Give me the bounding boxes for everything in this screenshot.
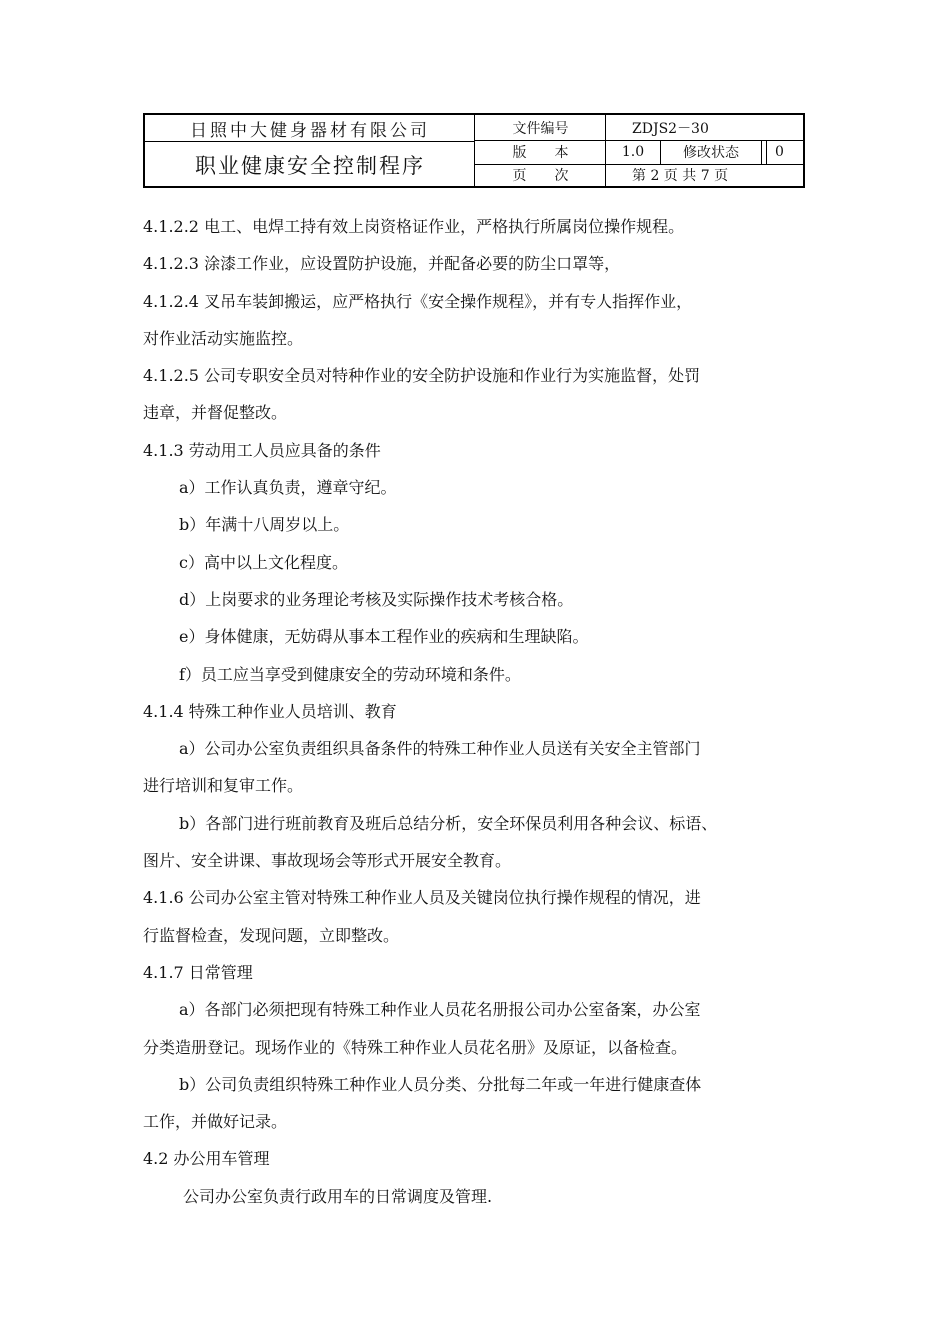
- section-heading: 4.1.7 日常管理: [143, 962, 253, 982]
- company-name: 日照中大健身器材有限公司: [190, 121, 430, 141]
- file-number-value: ZDJS2－30: [632, 120, 709, 137]
- paragraph-line: 进行培训和复审工作。: [143, 776, 304, 796]
- version-value: 1.0: [621, 144, 645, 160]
- paragraph-line: 分类造册登记。现场作业的《特殊工种作业人员花名册》及原证，以备检查。: [143, 1037, 688, 1057]
- paragraph-line: 行监督检查，发现问题，立即整改。: [143, 925, 400, 945]
- list-item: b）公司负责组织特殊工种作业人员分类、分批每二年或一年进行健康查体: [179, 1074, 702, 1094]
- paragraph-line: 4.1.2.4 叉吊车装卸搬运，应严格执行《安全操作规程》，并有专人指挥作业，: [143, 291, 693, 311]
- paragraph-line: 4.1.2.2 电工、电焊工持有效上岗资格证作业，严格执行所属岗位操作规程。: [143, 217, 685, 236]
- header-divider: [761, 140, 762, 164]
- section-heading: 4.2 办公用车管理: [143, 1149, 270, 1169]
- document-header-table: [143, 113, 805, 188]
- list-item: a）公司办公室负责组织具备条件的特殊工种作业人员送有关安全主管部门: [179, 739, 701, 759]
- list-item: e）身体健康，无妨碍从事本工程作业的疾病和生理缺陷。: [179, 627, 589, 647]
- revision-label: 修改状态: [683, 145, 739, 161]
- paragraph-line: 4.1.2.3 涂漆工作业，应设置防护设施，并配备必要的防尘口罩等，: [143, 254, 621, 274]
- list-item: a）工作认真负责，遵章守纪。: [179, 478, 397, 498]
- file-number-label: 文件编号: [512, 120, 569, 137]
- page-label: 页 次: [512, 168, 569, 184]
- list-item: b）各部门进行班前教育及班后总结分析，安全环保员利用各种会议、标语、: [179, 813, 718, 833]
- paragraph-line: 工作，并做好记录。: [143, 1112, 288, 1132]
- page-value: 第 2 页 共 7 页: [632, 168, 729, 184]
- revision-value: 0: [775, 144, 784, 160]
- list-item: f）员工应当享受到健康安全的劳动环境和条件。: [179, 664, 521, 684]
- list-item: a）各部门必须把现有特殊工种作业人员花名册报公司办公室备案，办公室: [179, 1000, 701, 1020]
- paragraph-line: 图片、安全讲课、事故现场会等形式开展安全教育。: [143, 851, 512, 871]
- document-body: [143, 208, 813, 1215]
- list-item: c）高中以上文化程度。: [179, 552, 348, 572]
- list-item: d）上岗要求的业务理论考核及实际操作技术考核合格。: [179, 589, 574, 609]
- list-item: b）年满十八周岁以上。: [179, 515, 350, 535]
- paragraph-line: 违章，并督促整改。: [143, 403, 288, 423]
- paragraph-line: 公司办公室负责行政用车的日常调度及管理.: [183, 1186, 493, 1206]
- section-heading: 4.1.3 劳动用工人员应具备的条件: [143, 440, 381, 460]
- section-heading: 4.1.4 特殊工种作业人员培训、教育: [143, 701, 397, 721]
- document-title: 职业健康安全控制程序: [195, 154, 425, 178]
- paragraph-line: 4.1.6 公司办公室主管对特殊工种作业人员及关键岗位执行操作规程的情况，进: [143, 888, 701, 908]
- paragraph-line: 对作业活动实施监控。: [143, 328, 304, 348]
- paragraph-line: 4.1.2.5 公司专职安全员对特种作业的安全防护设施和作业行为实施监督，处罚: [143, 366, 701, 386]
- version-label: 版 本: [512, 145, 569, 161]
